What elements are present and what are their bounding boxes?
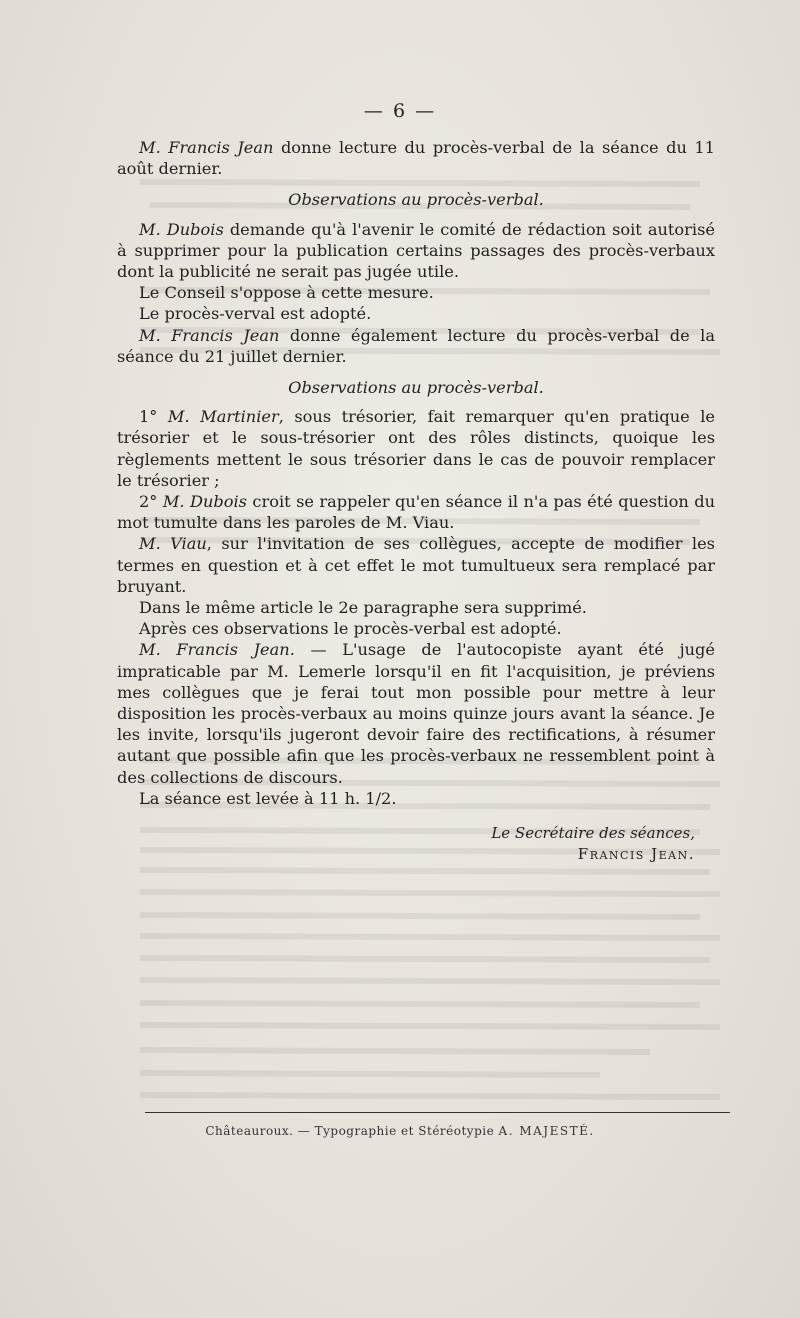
speaker-name: M. Dubois	[139, 219, 224, 239]
signature-name: Francis Jean.	[577, 845, 695, 864]
page-number: — 6 —	[363, 100, 437, 122]
printer-name: A. MAJESTÉ.	[498, 1124, 595, 1138]
paragraph-text: donne lecture du procès-verbal de la séance du 11 août dernier.	[117, 138, 715, 179]
paragraph-6	[117, 406, 715, 491]
paragraph-text: croit se rappeler qu'en séance il n'a pas été question du mot tumulte dans les paroles de M. Viau.	[117, 492, 715, 533]
paragraph-text: , sous trésorier, fait remarquer qu'en pratique le trésorier et le sous-trésorier ont des rôles distincts, quoique les règlements mettent le sous trésorier dans le cas de pouvoir remplacer le trésorier ;	[117, 407, 715, 490]
paragraph-10: Après ces observations le procès-verbal est adopté.	[139, 619, 562, 639]
paragraph-2	[117, 219, 715, 283]
paragraph-11	[117, 639, 715, 787]
paragraph-text: — L'usage de l'autocopiste ayant été jugé impraticable par M. Lemerle lorsqu'il en fit l'acquisition, je préviens mes collègues que je ferai tout mon possible pour mettre à leur disposition les procès-verbaux au moins quinze jours avant la séance. Je les invite, lorsqu'ils jugeront devoir faire des rectifications, à résumer autant que possible afin que les procès-verbaux ne ressemblent point à des collections de discours.	[117, 640, 715, 787]
paragraph-9: Dans le même article le 2e paragraphe sera supprimé.	[139, 598, 587, 618]
signature-title: Le Secrétaire des séances,	[491, 824, 695, 843]
section-heading: Observations au procès-verbal.	[288, 378, 544, 398]
section-heading: Observations au procès-verbal.	[288, 190, 544, 210]
paragraph-text: , sur l'invitation de ses collègues, accepte de modifier les termes en question et à cet effet le mot tumultueux sera remplacé par bruyant.	[117, 534, 715, 596]
speaker-name: M. Dubois	[162, 492, 247, 512]
imprint-text: Châteauroux. — Typographie et Stéréotypie	[205, 1124, 499, 1138]
speaker-name: M. Francis Jean.	[139, 640, 295, 660]
footer-divider	[145, 1112, 730, 1113]
speaker-name: M. Viau	[139, 534, 207, 554]
item-number: 2°	[139, 492, 163, 512]
paragraph-1	[117, 137, 715, 179]
paragraph-text: demande qu'à l'avenir le comité de rédaction soit autorisé à supprimer pour la publication certains passages des procès-verbaux dont la publicité ne serait pas jugée utile.	[117, 219, 715, 282]
signature-block	[117, 823, 715, 865]
paragraph-12: La séance est levée à 11 h. 1/2.	[139, 788, 397, 808]
paragraph-text: donne également lecture du procès-verbal de la séance du 21 juillet dernier.	[117, 325, 715, 366]
speaker-name: M. Francis Jean	[139, 138, 274, 157]
paragraph-4: Le procès-verval est adopté.	[139, 304, 372, 324]
speaker-name: M. Francis Jean	[139, 325, 280, 345]
document-body	[117, 137, 715, 866]
paragraph-8	[117, 533, 715, 597]
paragraph-3: Le Conseil s'oppose à cette mesure.	[139, 283, 434, 303]
printer-imprint	[0, 1124, 800, 1138]
item-number: 1°	[139, 407, 168, 427]
paragraph-7	[117, 491, 715, 533]
speaker-name: M. Martinier	[167, 407, 279, 427]
paragraph-5	[117, 325, 715, 367]
